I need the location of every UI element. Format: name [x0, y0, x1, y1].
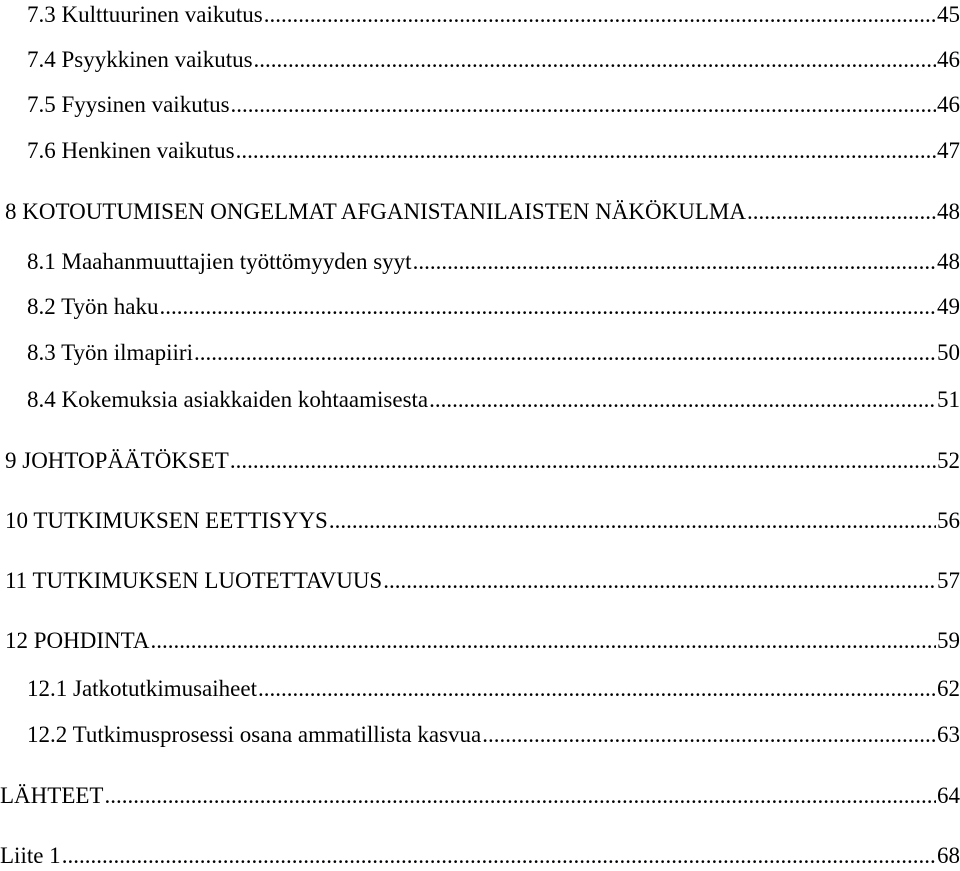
toc-dot-leader — [482, 720, 936, 750]
toc-entry[interactable] — [27, 674, 960, 704]
toc-entry-title: Liite 1 — [0, 843, 61, 868]
toc-dot-leader — [258, 674, 936, 704]
toc-entry-title: 8 KOTOUTUMISEN ONGELMAT AFGANISTANILAISTEN NÄKÖKULMA — [5, 199, 746, 224]
toc-entry-page: 52 — [937, 448, 960, 473]
toc-entry-page: 49 — [937, 294, 960, 319]
toc-chapter[interactable] — [5, 626, 960, 656]
toc-entry-page: 63 — [937, 722, 960, 747]
toc-dot-leader — [194, 338, 936, 368]
toc-dot-leader — [413, 247, 936, 277]
toc-entry[interactable] — [27, 247, 960, 277]
toc-entry[interactable] — [27, 0, 960, 30]
toc-entry-title: 12.2 Tutkimusprosessi osana ammatillista kasvua — [27, 722, 482, 747]
toc-entry[interactable] — [27, 90, 960, 120]
toc-entry-page: 50 — [937, 340, 960, 365]
toc-dot-leader — [231, 90, 936, 120]
toc-chapter[interactable] — [5, 506, 960, 536]
toc-entry-title: 8.4 Kokemuksia asiakkaiden kohtaamisesta — [27, 387, 429, 412]
toc-entry-page: 59 — [937, 628, 960, 653]
toc-entry-page: 46 — [937, 92, 960, 117]
toc-entry-title: 7.5 Fyysinen vaikutus — [27, 92, 230, 117]
toc-chapter[interactable] — [0, 781, 960, 811]
toc-entry-title: 8.2 Työn haku — [27, 294, 159, 319]
toc-dot-leader — [254, 45, 936, 75]
toc-entry-page: 51 — [937, 387, 960, 412]
toc-entry-page: 47 — [937, 138, 960, 163]
toc-dot-leader — [747, 197, 936, 227]
toc-chapter[interactable] — [5, 197, 960, 227]
toc-entry-title: 9 JOHTOPÄÄTÖKSET — [5, 448, 229, 473]
toc-entry-title: 10 TUTKIMUKSEN EETTISYYS — [5, 508, 328, 533]
toc-chapter[interactable] — [5, 566, 960, 596]
toc-entry[interactable] — [27, 338, 960, 368]
toc-entry-title: 12 POHDINTA — [5, 628, 150, 653]
toc-dot-leader — [62, 841, 936, 871]
toc-entry[interactable] — [27, 136, 960, 166]
toc-dot-leader — [104, 781, 936, 811]
toc-entry-page: 62 — [937, 676, 960, 701]
toc-entry[interactable] — [27, 292, 960, 322]
toc-dot-leader — [236, 136, 936, 166]
toc-entry-page: 48 — [937, 249, 960, 274]
toc-entry-title: 7.6 Henkinen vaikutus — [27, 138, 235, 163]
toc-dot-leader — [429, 385, 936, 415]
toc-entry-title: LÄHTEET — [0, 783, 104, 808]
toc-entry-page: 45 — [937, 2, 960, 27]
toc-entry-title: 7.4 Psyykkinen vaikutus — [27, 47, 253, 72]
toc-entry-title: 8.3 Työn ilmapiiri — [27, 340, 193, 365]
toc-chapter[interactable] — [0, 841, 960, 871]
toc-entry-page: 46 — [937, 47, 960, 72]
toc-entry[interactable] — [27, 45, 960, 75]
toc-dot-leader — [383, 566, 936, 596]
toc-chapter[interactable] — [5, 446, 960, 476]
toc-entry-page: 68 — [937, 843, 960, 868]
toc-entry-title: 11 TUTKIMUKSEN LUOTETTAVUUS — [5, 568, 383, 593]
toc-entry[interactable] — [27, 720, 960, 750]
toc-entry[interactable] — [27, 385, 960, 415]
toc-dot-leader — [160, 292, 937, 322]
toc-dot-leader — [264, 0, 936, 30]
toc-entry-title: 12.1 Jatkotutkimusaiheet — [27, 676, 257, 701]
toc-entry-page: 57 — [937, 568, 960, 593]
toc-entry-title: 7.3 Kulttuurinen vaikutus — [27, 2, 263, 27]
toc-entry-page: 56 — [937, 508, 960, 533]
toc-dot-leader — [150, 626, 936, 656]
toc-dot-leader — [329, 506, 936, 536]
toc-entry-page: 64 — [937, 783, 960, 808]
toc-dot-leader — [230, 446, 936, 476]
toc-entry-title: 8.1 Maahanmuuttajien työttömyyden syyt — [27, 249, 412, 274]
toc-entry-page: 48 — [937, 199, 960, 224]
